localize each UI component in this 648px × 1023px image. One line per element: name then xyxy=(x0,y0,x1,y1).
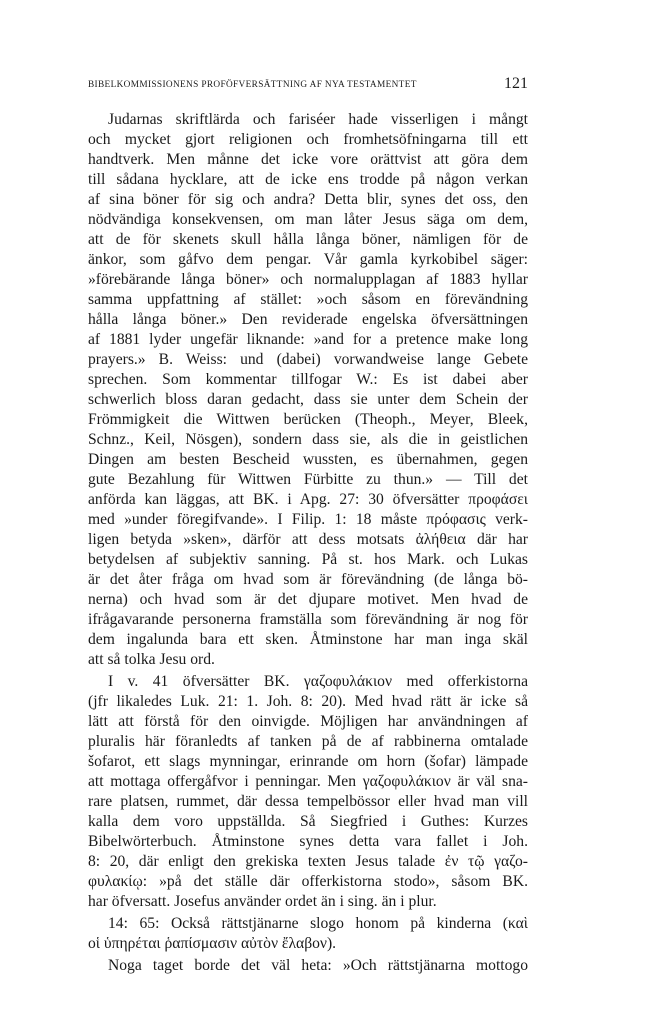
text-line: Noga taget borde det väl heta: »Och rättstjänarna mottogo xyxy=(108,957,528,974)
text-line: 14: 65: Också rättstjänarne slogo honom på kinderna (καὶ xyxy=(108,915,528,932)
text-line: handtverk. Men månne det icke vore orättvist att göra dem xyxy=(88,151,528,168)
text-line: änkor, som gåfvo dem pengar. Vår gamla kyrkobibel säger: xyxy=(88,251,528,268)
text-line: prayers.» B. Weiss: und (dabei) vorwandweise lange Gebete xyxy=(88,351,528,368)
text-line: att så tolka Jesu ord. xyxy=(88,651,215,668)
text-line: Dingen am besten Bescheid wussten, es übernahmen, gegen xyxy=(88,451,528,468)
text-line: hålla långa böner.» Den reviderade engelska öfversättningen xyxy=(88,311,528,328)
text-line: rare platsen, rummet, där dessa tempelbössor eller hvad man vill xyxy=(88,793,528,810)
text-line: och mycket gjort religionen och fromhetsöfningarna till ett xyxy=(88,131,528,148)
text-line: sprechen. Som kommentar tillfogar W.: Es ist dabei aber xyxy=(88,371,528,388)
text-line: dem ingalunda bara ett sken. Åtminstone har man inga skäl xyxy=(88,631,528,648)
text-line: anförda kan läggas, att BK. i Apg. 27: 30 öfversätter προφάσει xyxy=(88,491,528,508)
text-line: Judarnas skriftlärda och fariséer hade visserligen i mångt xyxy=(108,111,528,128)
text-line: ifrågavarande personerna framställa som förevändning är nog för xyxy=(88,611,528,628)
text-line: har öfversatt. Josefus använder ordet än i sing. än i plur. xyxy=(88,893,437,910)
page-header xyxy=(88,75,528,95)
text-line: pluralis här föranledts af tanken på de af rabbinerna omtalade xyxy=(88,733,528,750)
text-line: att de för skenets skull hålla långa böner, nämligen för de xyxy=(88,231,528,248)
text-line: nödvändiga konsekvensen, om man låter Jesus säga om dem, xyxy=(88,211,528,228)
running-title: BIBELKOMMISSIONENS PROFÖFVERSÄTTNING AF NYA TESTAMENTET xyxy=(88,80,417,90)
text-line: af 1881 lyder ungefär liknande: »and for a pretence make long xyxy=(88,331,528,348)
text-line: samma uppfattning af stället: »och såsom en förevändning xyxy=(88,291,528,308)
text-line: I v. 41 öfversätter BK. γαζοφυλάκιον med offerkistorna xyxy=(108,673,528,690)
text-line: kalla dem voro uppställda. Så Siegfried i Guthes: Kurzes xyxy=(88,813,528,830)
text-line: att mottaga offergåfvor i penningar. Men γαζοφυλάκιον är väl sna- xyxy=(88,773,528,790)
text-line: οἱ ὑπηρέται ῥαπίσμασιν αὐτὸν ἔλαβον). xyxy=(88,935,337,952)
text-line: betydelsen af subjektiv sanning. På st. hos Mark. och Lukas xyxy=(88,551,528,568)
page-number: 121 xyxy=(504,75,528,92)
text-line: Frömmigkeit die Wittwen berücken (Theoph., Meyer, Bleek, xyxy=(88,411,528,428)
text-line: lätt att förstå för den oinvigde. Möjligen har användningen af xyxy=(88,713,528,730)
text-line: med »under föregifvande». I Filip. 1: 18 måste πρόφασις verk- xyxy=(88,511,528,528)
text-line: 8: 20, där enligt den grekiska texten Jesus talade ἐν τῷ γαζο- xyxy=(88,853,528,870)
text-line: φυλακίῳ: »på det ställe där offerkistorna stodo», såsom BK. xyxy=(88,873,528,890)
text-line: ligen betyda »sken», därför att dess motsats ἀλήθεια där har xyxy=(88,531,528,548)
text-line: Schnz., Keil, Nösgen), sondern dass sie, als die in geistlichen xyxy=(88,431,528,448)
text-line: šofarot, ett slags mynningar, erinrande om horn (šofar) lämpade xyxy=(88,753,528,770)
text-line: nerna) och hvad som är det djupare motivet. Men hvad de xyxy=(88,591,528,608)
text-line: Bibelwörterbuch. Åtminstone synes detta vara fallet i Joh. xyxy=(88,833,528,850)
text-line: (jfr likaledes Luk. 21: 1. Joh. 8: 20). Med hvad rätt är icke så xyxy=(88,693,528,710)
text-line: är det åter fråga om hvad som är förevändning (de långa bö- xyxy=(88,571,528,588)
text-line: af sina böner för sig och andra? Detta blir, synes det oss, den xyxy=(88,191,528,208)
text-line: till sådana hycklare, att de icke ens trodde på någon verkan xyxy=(88,171,528,188)
text-line: schwerlich bloss daran gedacht, dass sie unter dem Schein der xyxy=(88,391,528,408)
text-line: »förebärande långa böner» och normalupplagan af 1883 hyllar xyxy=(88,271,528,288)
text-line: gute Bezahlung für Wittwen Fürbitte zu thun.» — Till det xyxy=(88,471,528,488)
